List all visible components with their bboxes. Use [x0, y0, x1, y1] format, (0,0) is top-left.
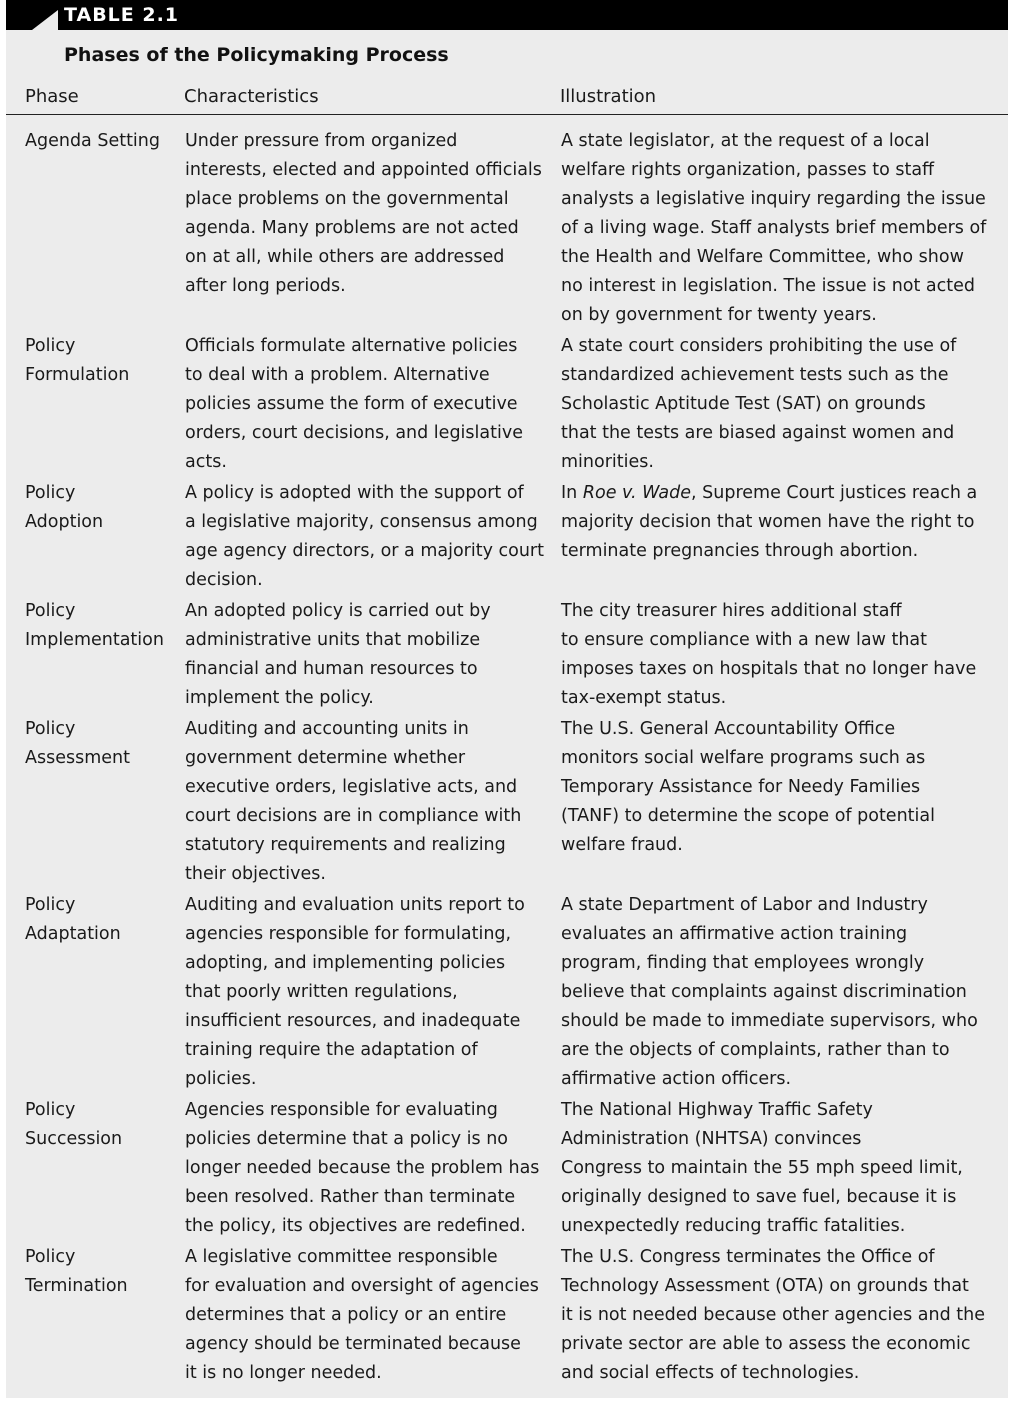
table-row	[6, 891, 1008, 1096]
illustration-cell: The U.S. Congress terminates the Office of Technology Assessment (OTA) on grounds that it is not needed because other agencies and the private sector are able to assess the economic and social effects of technologies.	[561, 1247, 985, 1383]
table-row	[6, 1243, 1008, 1390]
illustration-cell: A state Department of Labor and Industry evaluates an affirmative action training program, finding that employees wrongly believe that complaints against discrimination should be made to immediate supervisors, who are the objects of complaints, rather than to affirmative action officers.	[561, 895, 978, 1089]
table-banner	[6, 0, 1008, 30]
table-row	[6, 1096, 1008, 1243]
phase-cell: Policy Adaptation	[25, 895, 121, 944]
table-row	[6, 332, 1008, 479]
phase-cell: Policy Formulation	[25, 336, 130, 385]
characteristics-cell: Auditing and accounting units in government determine whether executive orders, legislative acts, and court decisions are in compliance with statutory requirements and realizing their objectives.	[185, 719, 522, 884]
phase-cell: Policy Implementation	[25, 601, 164, 650]
illustration-cell: A state court considers prohibiting the use of standardized achievement tests such as the Scholastic Aptitude Test (SAT) on grounds that the tests are biased against women and minorities.	[561, 336, 957, 472]
phase-cell: Policy Adoption	[25, 483, 104, 532]
table-label: TABLE 2.1	[64, 4, 180, 26]
column-header-phase: Phase	[25, 86, 79, 107]
phase-cell: Policy Succession	[25, 1100, 123, 1149]
characteristics-cell: Auditing and evaluation units report to agencies responsible for formulating, adopting, and implementing policies that poorly written regulations, insufficient resources, and inadequate training require the adaptation of policies.	[185, 895, 525, 1089]
phase-cell: Policy Assessment	[25, 719, 130, 768]
illustration-cell: The National Highway Traffic Safety Administration (NHTSA) convinces Congress to maintain the 55 mph speed limit, originally designed to save fuel, because it is unexpectedly reducing traffic fatalities.	[561, 1100, 963, 1236]
illustration-cell: The city treasurer hires additional staff to ensure compliance with a new law that imposes taxes on hospitals that no longer have tax-exempt status.	[561, 601, 977, 708]
column-header-characteristics: Characteristics	[184, 86, 319, 107]
illustration-cell: In Roe v. Wade, Supreme Court justices reach a majority decision that women have the right to terminate pregnancies through abortion.	[561, 483, 978, 561]
policy-table	[6, 0, 1008, 1398]
characteristics-cell: Agencies responsible for evaluating policies determine that a policy is no longer needed because the problem has been resolved. Rather than terminate the policy, its objectives are redefined.	[185, 1100, 540, 1236]
table-row	[6, 597, 1008, 715]
table-row	[6, 127, 1008, 332]
characteristics-cell: A policy is adopted with the support of a legislative majority, consensus among age agency directors, or a majority court decision.	[185, 483, 544, 590]
table-body	[6, 127, 1008, 1390]
banner-notch-decoration	[32, 10, 58, 30]
illustration-cell: A state legislator, at the request of a local welfare rights organization, passes to staff analysts a legislative inquiry regarding the issue of a living wage. Staff analysts brief members of the Health and Welfare Committee, who show no interest in legislation. The issue is not acted on by government for twenty years.	[561, 131, 987, 325]
header-rule	[6, 114, 1008, 115]
phase-cell: Policy Termination	[25, 1247, 128, 1296]
characteristics-cell: Officials formulate alternative policies to deal with a problem. Alternative policies assume the form of executive orders, court decisions, and legislative acts.	[185, 336, 523, 472]
case-name: Roe v. Wade	[582, 483, 692, 503]
illustration-cell: The U.S. General Accountability Office monitors social welfare programs such as Temporary Assistance for Needy Families (TANF) to determine the scope of potential welfare fraud.	[561, 719, 935, 855]
characteristics-cell: Under pressure from organized interests, elected and appointed officials place problems on the governmental agenda. Many problems are not acted on at all, while others are addressed after long periods.	[185, 131, 542, 296]
table-title: Phases of the Policymaking Process	[64, 44, 449, 66]
table-row	[6, 715, 1008, 891]
characteristics-cell: An adopted policy is carried out by administrative units that mobilize financial and human resources to implement the policy.	[185, 601, 491, 708]
phase-cell: Agenda Setting	[25, 131, 160, 151]
characteristics-cell: A legislative committee responsible for evaluation and oversight of agencies determines that a policy or an entire agency should be terminated because it is no longer needed.	[185, 1247, 539, 1383]
table-row	[6, 479, 1008, 597]
column-header-illustration: Illustration	[560, 86, 657, 107]
